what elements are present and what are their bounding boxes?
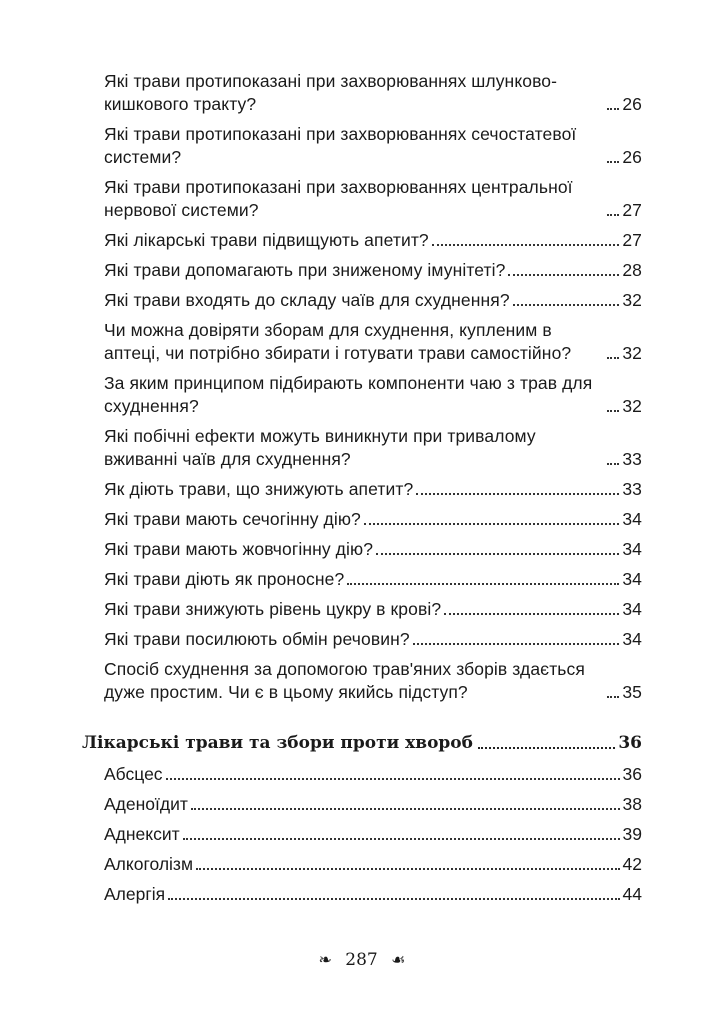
dot-leader <box>607 357 619 359</box>
dot-leader <box>196 868 620 870</box>
entry-title: Чи можна довіряти зборам для схуднення, купленим в аптеці, чи потрібно збирати і готувати трави самостійно? <box>104 320 572 363</box>
toc-entry[interactable] <box>82 372 642 418</box>
dot-leader <box>191 808 620 810</box>
dot-leader <box>607 463 619 465</box>
entry-title: Які трави протипоказані при захворюваннях центральної нервової системи? <box>104 177 573 220</box>
dot-leader <box>607 696 619 698</box>
dot-leader <box>166 778 620 780</box>
entry-page: 38 <box>622 794 642 814</box>
entry-title: Аднексит <box>104 824 180 844</box>
toc-entry[interactable] <box>82 425 642 471</box>
entry-title: Алкоголізм <box>104 854 193 874</box>
table-of-contents <box>82 70 642 913</box>
dot-leader <box>478 747 615 749</box>
toc-entry[interactable] <box>82 176 642 222</box>
entry-page: 27 <box>622 230 642 250</box>
dot-leader <box>416 493 619 495</box>
section-title: Лікарські трави та збори проти хвороб <box>82 733 473 753</box>
section-page: 36 <box>618 733 642 753</box>
toc-entry[interactable] <box>82 123 642 169</box>
toc-entry[interactable] <box>82 259 642 282</box>
entry-title: Які трави знижують рівень цукру в крові? <box>104 599 442 619</box>
dot-leader <box>513 304 620 306</box>
entry-page: 34 <box>622 539 642 559</box>
dot-leader <box>364 523 619 525</box>
toc-subentry[interactable] <box>82 853 642 876</box>
entry-page: 44 <box>622 884 642 904</box>
dot-leader <box>168 898 619 900</box>
entry-title: Абсцес <box>104 764 163 784</box>
dot-leader <box>376 553 619 555</box>
entry-title: Які трави допомагають при зниженому імунітеті? <box>104 260 506 280</box>
toc-subentry[interactable] <box>82 763 642 786</box>
entry-title: Які трави протипоказані при захворюваннях сечостатевої системи? <box>104 124 577 167</box>
page-number: 287 <box>345 950 378 970</box>
dot-leader <box>607 108 619 110</box>
ornament-right-icon: ☙ <box>391 950 406 969</box>
entry-title: Які побічні ефекти можуть виникнути при тривалому вживанні чаїв для схуднення? <box>104 426 536 469</box>
toc-subentries <box>82 763 642 906</box>
entry-page: 26 <box>622 94 642 114</box>
entry-page: 32 <box>622 343 642 363</box>
dot-leader <box>432 244 620 246</box>
entry-title: Які трави входять до складу чаїв для схуднення? <box>104 290 510 310</box>
entry-title: Як діють трави, що знижують апетит? <box>104 479 414 499</box>
entry-page: 32 <box>622 290 642 310</box>
dot-leader <box>607 410 619 412</box>
toc-entry[interactable] <box>82 538 642 561</box>
entry-page: 26 <box>622 147 642 167</box>
toc-entry[interactable] <box>82 289 642 312</box>
entry-title: Які лікарські трави підвищують апетит? <box>104 230 429 250</box>
entry-page: 33 <box>622 449 642 469</box>
dot-leader <box>183 838 620 840</box>
dot-leader <box>508 274 619 276</box>
entry-title: Алергія <box>104 884 166 904</box>
entry-title: Які трави діють як проносне? <box>104 569 345 589</box>
entry-title: Які трави посилюють обмін речовин? <box>104 629 410 649</box>
toc-entry[interactable] <box>82 478 642 501</box>
toc-subentry[interactable] <box>82 823 642 846</box>
entry-page: 32 <box>622 396 642 416</box>
dot-leader <box>607 214 619 216</box>
page-footer <box>0 950 724 970</box>
entry-page: 36 <box>622 764 642 784</box>
entry-page: 34 <box>622 629 642 649</box>
dot-leader <box>444 613 619 615</box>
entry-page: 28 <box>622 260 642 280</box>
entry-page: 27 <box>622 200 642 220</box>
dot-leader <box>607 161 619 163</box>
entry-page: 34 <box>622 599 642 619</box>
toc-entry[interactable] <box>82 628 642 651</box>
ornament-left-icon: ❧ <box>318 950 332 969</box>
toc-entry[interactable] <box>82 598 642 621</box>
toc-subentry[interactable] <box>82 793 642 816</box>
entry-title: Які трави мають сечогінну дію? <box>104 509 361 529</box>
toc-entry[interactable] <box>82 508 642 531</box>
toc-entry[interactable] <box>82 568 642 591</box>
entry-title: Спосіб схуднення за допомогою трав'яних зборів здається дуже простим. Чи є в цьому якийсь підступ? <box>104 659 585 702</box>
toc-entry[interactable] <box>82 658 642 704</box>
entry-title: Які трави мають жовчогінну дію? <box>104 539 374 559</box>
dot-leader <box>347 583 619 585</box>
entry-page: 34 <box>622 509 642 529</box>
toc-subentry[interactable] <box>82 883 642 906</box>
entry-page: 39 <box>622 824 642 844</box>
entry-title: За яким принципом підбирають компоненти чаю з трав для схуднення? <box>104 373 593 416</box>
toc-entry[interactable] <box>82 319 642 365</box>
dot-leader <box>413 643 620 645</box>
entry-page: 34 <box>622 569 642 589</box>
entry-page: 42 <box>622 854 642 874</box>
toc-entry[interactable] <box>82 229 642 252</box>
entry-title: Які трави протипоказані при захворюваннях шлунково-кишкового тракту? <box>104 71 558 114</box>
toc-entry[interactable] <box>82 70 642 116</box>
toc-entries <box>82 70 642 704</box>
entry-page: 33 <box>622 479 642 499</box>
entry-page: 35 <box>622 682 642 702</box>
entry-title: Аденоїдит <box>104 794 188 814</box>
toc-section-heading[interactable] <box>82 732 642 755</box>
